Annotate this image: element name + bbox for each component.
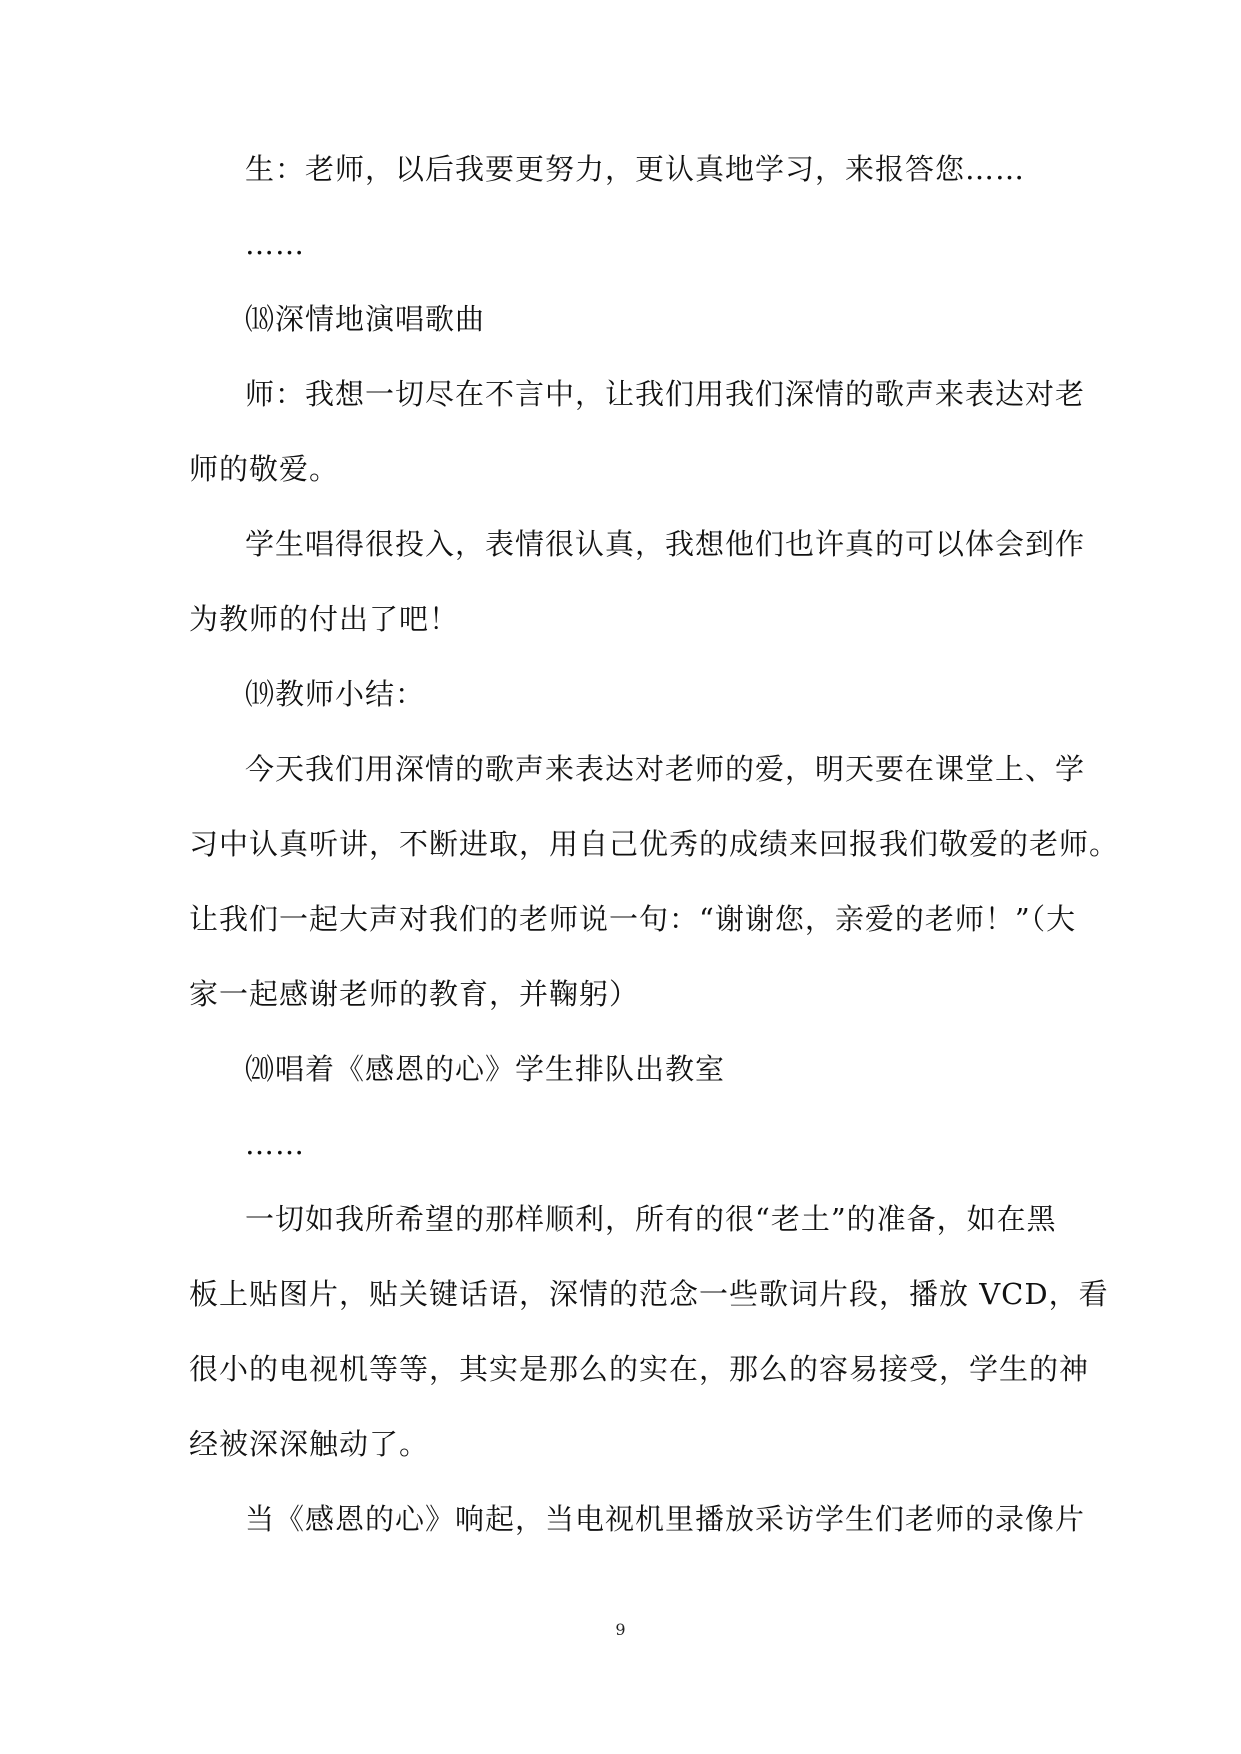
paragraph-line: 很小的电视机等等，其实是那么的实在，那么的容易接受，学生的神	[189, 1352, 1090, 1386]
paragraph-line: 习中认真听讲，不断进取，用自己优秀的成绩来回报我们敬爱的老师。	[189, 827, 1120, 861]
paragraph-line: 今天我们用深情的歌声来表达对老师的爱，明天要在课堂上、学	[245, 752, 1086, 786]
section-heading-18: ⒅深情地演唱歌曲	[245, 302, 486, 336]
paragraph-line: 让我们一起大声对我们的老师说一句：“谢谢您，亲爱的老师！”（大	[189, 902, 1077, 936]
page-number: 9	[615, 1620, 626, 1639]
paragraph-line: 当《感恩的心》响起，当电视机里播放采访学生们老师的录像片	[245, 1502, 1086, 1536]
paragraph-line: 为教师的付出了吧！	[189, 602, 460, 636]
paragraph-line: 家一起感谢老师的教育，并鞠躬）	[189, 977, 640, 1011]
paragraph-line: 经被深深触动了。	[189, 1427, 430, 1461]
section-heading-20: ⒇唱着《感恩的心》学生排队出教室	[245, 1052, 726, 1086]
section-heading-19: ⒆教师小结：	[245, 677, 426, 711]
paragraph-line: 生：老师，以后我要更努力，更认真地学习，来报答您……	[245, 152, 1026, 186]
ellipsis-line: ……	[245, 227, 305, 261]
paragraph-line: 师：我想一切尽在不言中，让我们用我们深情的歌声来表达对老	[245, 377, 1086, 411]
paragraph-line: 学生唱得很投入，表情很认真，我想他们也许真的可以体会到作	[245, 527, 1086, 561]
paragraph-line: 板上贴图片，贴关键话语，深情的范念一些歌词片段，播放 VCD，看	[189, 1277, 1109, 1311]
paragraph-line: 一切如我所希望的那样顺利，所有的很“老土”的准备，如在黑	[245, 1202, 1057, 1236]
ellipsis-line: ……	[245, 1127, 305, 1161]
paragraph-line: 师的敬爱。	[189, 452, 340, 486]
